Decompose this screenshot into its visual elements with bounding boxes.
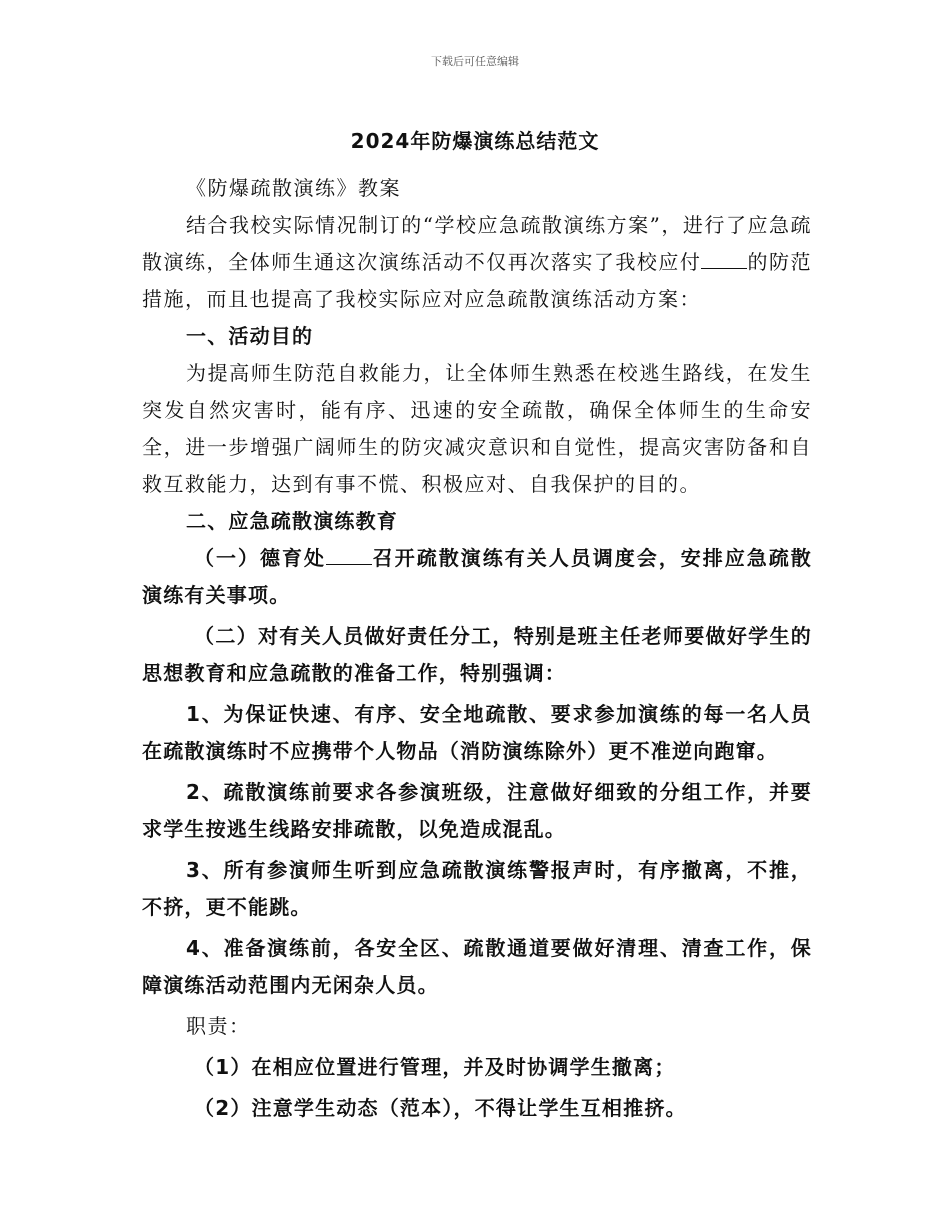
item-b-paragraph: （二）对有关人员做好责任分工，特别是班主任老师要做好学生的思想教育和应急疏散的准备工作，特别强调： xyxy=(142,624,812,685)
item-a-paragraph xyxy=(142,540,812,614)
section2-heading: 二、应急疏散演练教育 xyxy=(186,509,398,533)
item-a-part2: 召开疏散演练有关人员调度会，安排应急疏散演练有关事项。 xyxy=(142,546,812,607)
point-3-paragraph: 3、所有参演师生听到应急疏散演练警报声时，有序撤离，不推，不挤，更不能跳。 xyxy=(142,858,812,919)
fill-blank xyxy=(701,246,747,269)
document-subtitle: 《防爆疏散演练》教案 xyxy=(186,176,401,200)
intro-text-part1: 结合我校实际情况制订的“学校应急疏散演练方案”，进行了应急疏散演练，全体师生通这次演练活动不仅再次落实了我校应付 xyxy=(142,213,812,274)
duties-label: 职责： xyxy=(186,1014,251,1038)
fill-blank xyxy=(326,542,372,565)
page-header-note: 下载后可任意编辑 xyxy=(431,55,519,68)
section1-paragraph: 为提高师生防范自救能力，让全体师生熟悉在校逃生路线，在发生突发自然灾害时，能有序、迅速的安全疏散，确保全体师生的生命安全，进一步增强广阔师生的防灾减灾意识和自觉性，提高灾害防备和自救互救能力，达到有事不慌、积极应对、自我保护的目的。 xyxy=(142,361,812,496)
document-body xyxy=(142,170,812,1127)
item-a-part1: （一）德育处 xyxy=(194,546,326,570)
duty-1-paragraph: （1）在相应位置进行管理，并及时协调学生撤离； xyxy=(194,1055,676,1079)
point-4-paragraph: 4、准备演练前，各安全区、疏散通道要做好清理、清查工作，保障演练活动范围内无闲杂人员。 xyxy=(142,936,812,997)
section1-heading: 一、活动目的 xyxy=(186,324,314,348)
intro-text-part2: 的防范措施，而且也提高了我校实际应对应急疏散演练活动方案： xyxy=(142,250,813,311)
point-2-paragraph: 2、疏散演练前要求各参演班级，注意做好细致的分组工作，并要求学生按逃生线路安排疏散，以免造成混乱。 xyxy=(142,780,812,841)
point-1-paragraph: 1、为保证快速、有序、安全地疏散、要求参加演练的每一名人员在疏散演练时不应携带个人物品（消防演练除外）更不准逆向跑窜。 xyxy=(142,702,812,763)
document-title: 2024年防爆演练总结范文 xyxy=(350,129,600,153)
duty-2-paragraph: （2）注意学生动态（范本），不得让学生互相推挤。 xyxy=(194,1096,687,1120)
intro-paragraph xyxy=(142,207,812,318)
